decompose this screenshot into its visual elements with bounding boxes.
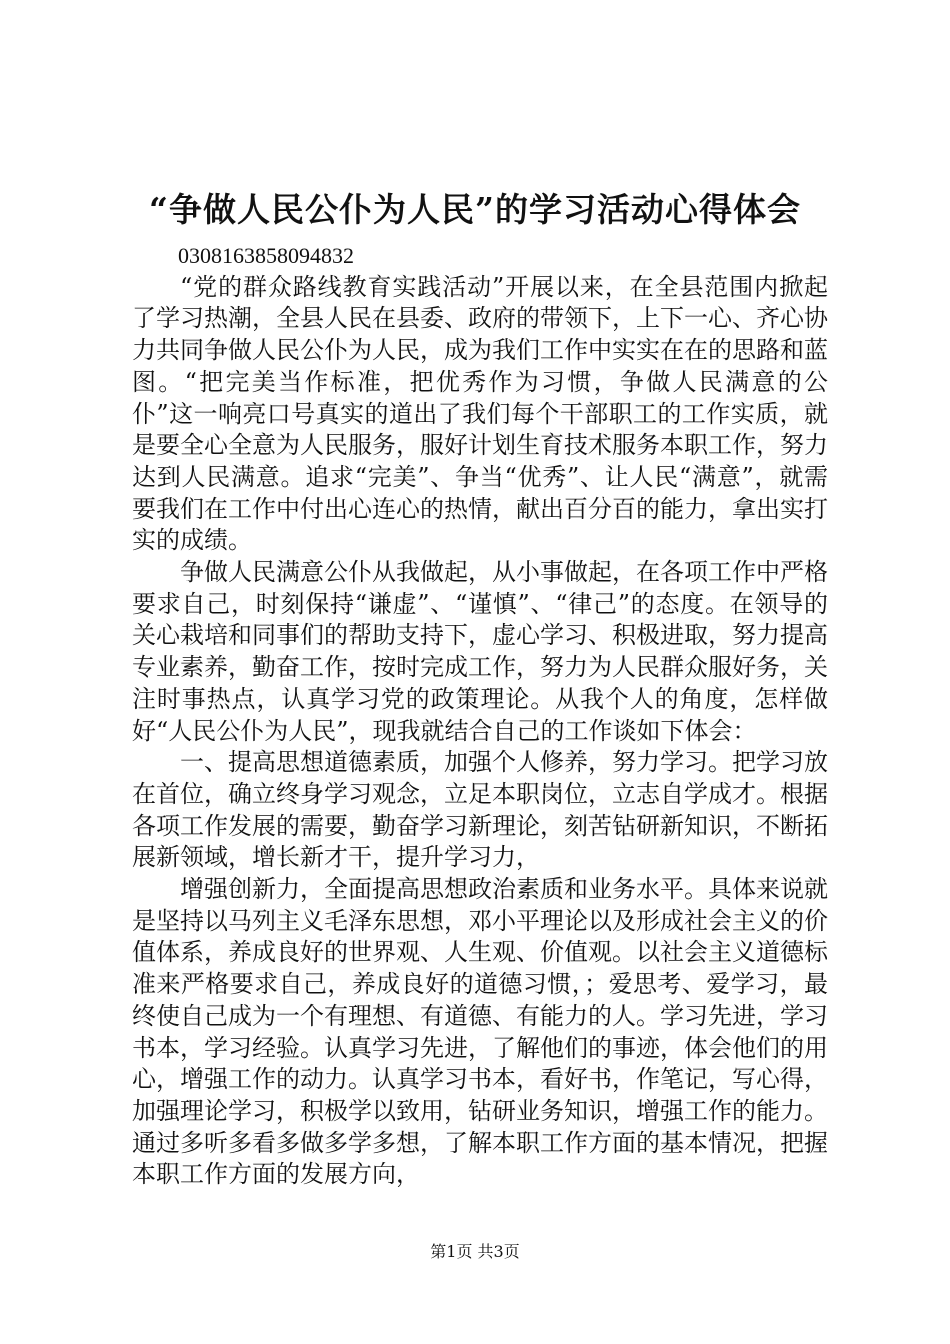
document-id: 0308163858094832 <box>178 243 354 268</box>
paragraph-4: 增强创新力，全面提高思想政治素质和业务水平。具体来说就是坚持以马列主义毛泽东思想，邓小平理论以及形成社会主义的价值体系，养成良好的世界观、人生观、价值观。以社会主义道德标准来严格要求自己，养成良好的道德习惯，；爱思考、爱学习，最终使自己成为一个有理想、有道德、有能力的人。学习先进，学习书本，学习经验。认真学习先进，了解他们的事迹，体会他们的用心，增强工作的动力。认真学习书本，看好书，作笔记，写心得，加强理论学习，积极学以致用，钻研业务知识，增强工作的能力。通过多听多看多做多学多想，了解本职工作方面的基本情况，把握本职工作方面的发展方向， <box>132 875 828 1189</box>
document-title: “争做人民公仆为人民”的学习活动心得体会 <box>149 190 801 229</box>
page-footer: 第1页 共3页 <box>430 1242 520 1261</box>
document-body <box>132 240 828 1191</box>
paragraph-2: 争做人民满意公仆从我做起，从小事做起，在各项工作中严格要求自己，时刻保持“谦虚”、“谨慎”、“律己”的态度。在领导的关心栽培和同事们的帮助支持下，虚心学习、积极进取，努力提高专业素养，勤奋工作，按时完成工作，努力为人民群众服好务，关注时事热点，认真学习党的政策理论。从我个人的角度，怎样做好“人民公仆为人民”，现我就结合自己的工作谈如下体会： <box>132 558 828 745</box>
paragraph-1: “党的群众路线教育实践活动”开展以来，在全县范围内掀起了学习热潮，全县人民在县委、政府的带领下，上下一心、齐心协力共同争做人民公仆为人民，成为我们工作中实实在在的思路和蓝图。“把完美当作标准，把优秀作为习惯，争做人民满意的公仆”这一响亮口号真实的道出了我们每个干部职工的工作实质，就是要全心全意为人民服务，服好计划生育技术服务本职工作，努力达到人民满意。追求“完美”、争当“优秀”、让人民“满意”，就需要我们在工作中付出心连心的热情，献出百分百的能力，拿出实打实的成绩。 <box>132 272 828 555</box>
paragraph-3: 一、提高思想道德素质，加强个人修养，努力学习。把学习放在首位，确立终身学习观念，立足本职岗位，立志自学成才。根据各项工作发展的需要，勤奋学习新理论，刻苦钻研新知识，不断拓展新领域，增长新才干，提升学习力， <box>132 748 828 872</box>
